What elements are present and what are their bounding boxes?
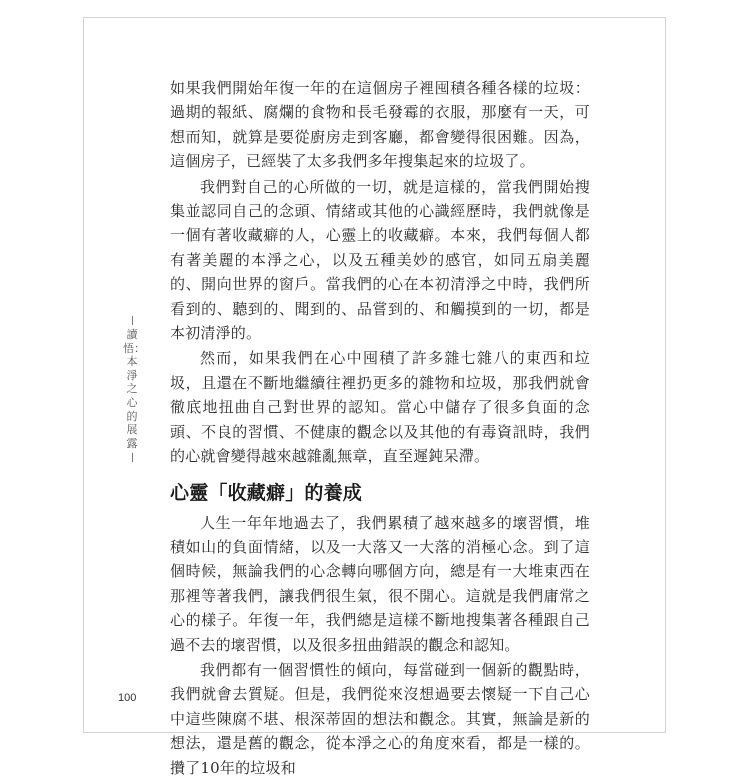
body-text xyxy=(170,76,590,781)
section-heading: 心靈「收藏癖」的養成 xyxy=(170,481,363,504)
chapter-title-vertical: 讀悟：本淨之心的展露 xyxy=(123,328,145,450)
running-header-label xyxy=(123,316,145,462)
paragraph: 然而，如果我們在心中囤積了許多雜七雜八的東西和垃圾，且還在不斷地繼續往裡扔更多的雜物和垃圾，那我們就會徹底地扭曲自己對世界的認知。當心中儲存了很多負面的念頭、不良的習慣、不健康的觀念以及其他的有毒資訊時，我們的心就會變得越來越雜亂無章，直至遲鈍呆滯。 xyxy=(170,349,590,466)
paragraph: 我們都有一個習慣性的傾向，每當碰到一個新的觀點時，我們就會去質疑。但是，我們從來沒想過要去懷疑一下自己心中這些陳腐不堪、根深蒂固的想法和觀念。其實，無論是新的想法，還是舊的觀念，從本淨之心的角度來看，都是一樣的。攢了10年的垃圾和 xyxy=(170,660,590,777)
paragraph: 人生一年年地過去了，我們累積了越來越多的壞習慣，堆積如山的負面情緒，以及一大落又一大落的消極心念。到了這個時候，無論我們的心念轉向哪個方向，總是有一大堆東西在那裡等著我們，讓我們很生氣，很不開心。這就是我們庸常之心的樣子。年復一年，我們總是這樣不斷地搜集著各種跟自己過不去的壞習慣，以及很多扭曲錯誤的觀念和認知。 xyxy=(170,513,590,654)
side-rule-bottom xyxy=(132,453,133,462)
side-rule-top xyxy=(132,316,133,325)
page-number: 100 xyxy=(118,692,137,704)
paragraph: 我們對自己的心所做的一切，就是這樣的，當我們開始搜集並認同自己的念頭、情緒或其他的心識經歷時，我們就像是一個有著收藏癖的人，心靈上的收藏癖。本來，我們每個人都有著美麗的本淨之心，以及五種美妙的感官，如同五扇美麗的、開向世界的窗戶。當我們的心在本初清淨之中時，我們所看到的、聽到的、聞到的、品嘗到的、和觸摸到的一切，都是本初清淨的。 xyxy=(170,177,590,343)
paragraph: 如果我們開始年復一年的在這個房子裡囤積各種各樣的垃圾：過期的報紙、腐爛的食物和長毛發霉的衣服，那麼有一天，可想而知，就算是要從廚房走到客廳，都會變得很困難。因為，這個房子，已經裝了太多我們多年搜集起來的垃圾了。 xyxy=(170,79,590,171)
